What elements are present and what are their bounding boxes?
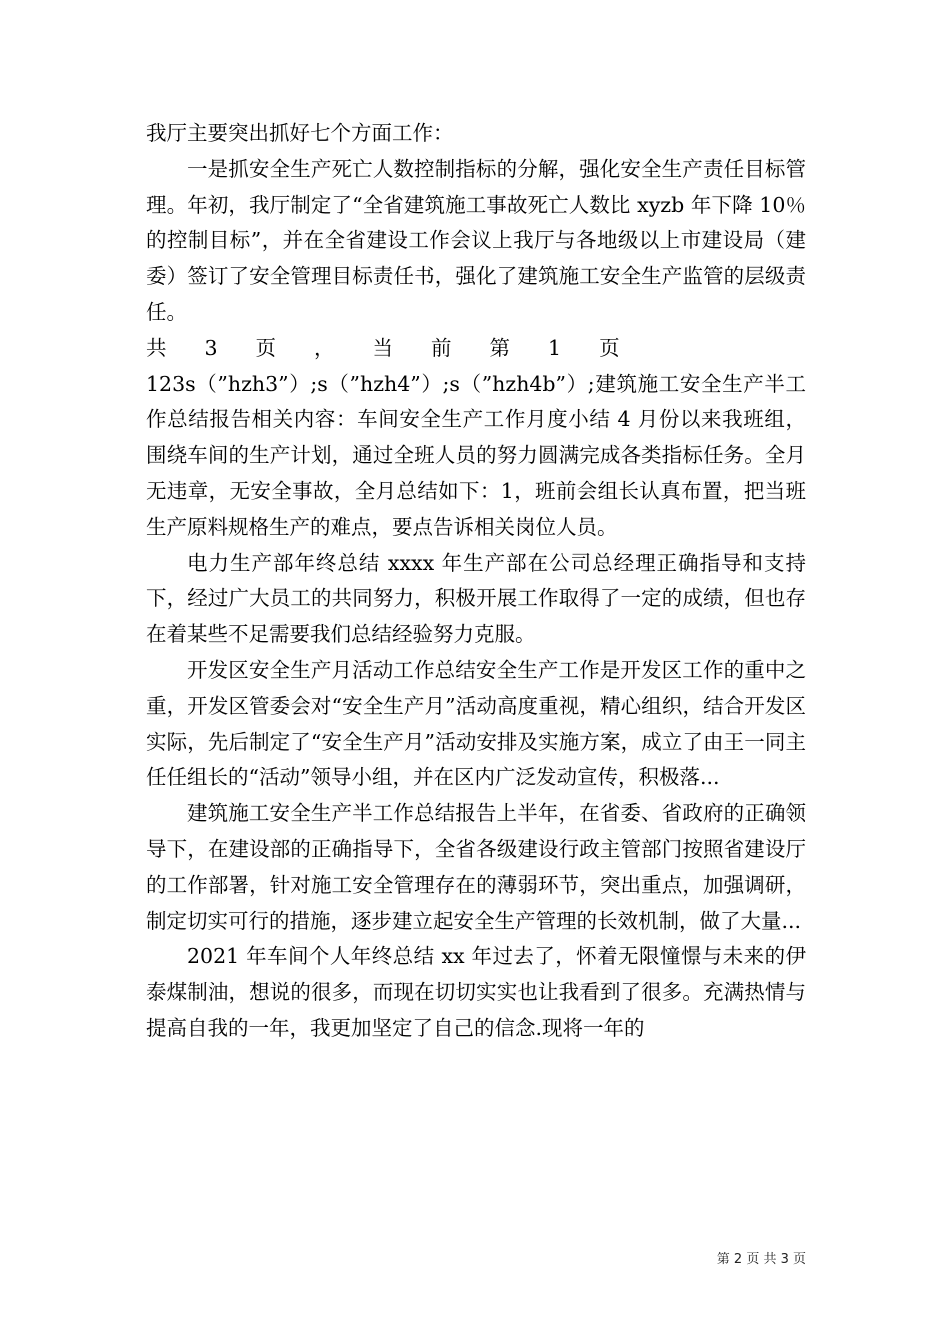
paragraph-intro: 我厅主要突出抓好七个方面工作： <box>146 121 454 145</box>
pager-part: ， <box>314 335 335 360</box>
document-body <box>146 116 806 1047</box>
pager-part: 第 <box>489 335 511 360</box>
paragraph-construction-safety: 建筑施工安全生产半工作总结报告上半年，在省委、省政府的正确领导下，在建设部的正确指导下，全省各级建设行政主管部门按照省建设厅的工作部署，针对施工安全管理存在的薄弱环节，突出重点，加强调研，制定切实可行的措施，逐步建立起安全生产管理的长效机制，做了大量... <box>146 801 806 933</box>
paragraph-power-production: 电力生产部年终总结 xxxx 年生产部在公司总经理正确指导和支持下，经过广大员工的共同努力，积极开展工作取得了一定的成绩，但也存在着某些不足需要我们总结经验努力克服。 <box>146 550 806 647</box>
paragraph-annual-summary: 2021 年车间个人年终总结 xx 年过去了，怀着无限憧憬与未来的伊泰煤制油，想说的很多，而现在切切实实也让我看到了很多。充满热情与提高自我的一年，我更加坚定了自己的信念.现将一年的 <box>146 944 806 1040</box>
pager-part: 共 <box>146 335 167 360</box>
page-footer: 第 2 页 共 3 页 <box>716 1252 806 1267</box>
pager-part: 1 <box>548 335 562 360</box>
paragraph-target-management: 一是抓安全生产死亡人数控制指标的分解，强化安全生产责任目标管理。年初，我厅制定了“全省建筑施工事故死亡人数比 xyzb 年下降 10％的控制目标”，并在全省建设工作会议上我厅与各地级以上市建设局（建委）签订了安全管理目标责任书，强化了建筑施工安全生产监管的层级责任。 <box>146 156 806 324</box>
pager-part: 页 <box>255 335 277 360</box>
pager-part: 前 <box>431 335 452 360</box>
pager-part: 3 <box>204 335 218 360</box>
paragraph-development-zone: 开发区安全生产月活动工作总结安全生产工作是开发区工作的重中之重，开发区管委会对“安全生产月”活动高度重视，精心组织，结合开发区实际，先后制定了“安全生产月”活动安排及实施方案，成立了由王一同主任任组长的“活动”领导小组，并在区内广泛发动宣传，积极落... <box>146 657 806 790</box>
inline-page-indicator <box>146 331 806 367</box>
pager-part: 页 <box>599 335 620 360</box>
paragraph-workshop-summary: 123s（”hzh3”）;s（”hzh4”）;s（”hzh4b”）;建筑施工安全生产半工作总结报告相关内容：车间安全生产工作月度小结 4 月份以来我班组，围绕车间的生产计划，通过全班人员的努力圆满完成各类指标任务。全月无违章，无安全事故，全月总结如下：1，班前会组长认真布置，把当班生产原料规格生产的难点，要点告诉相关岗位人员。 <box>146 371 806 539</box>
pager-part: 当 <box>372 335 394 360</box>
